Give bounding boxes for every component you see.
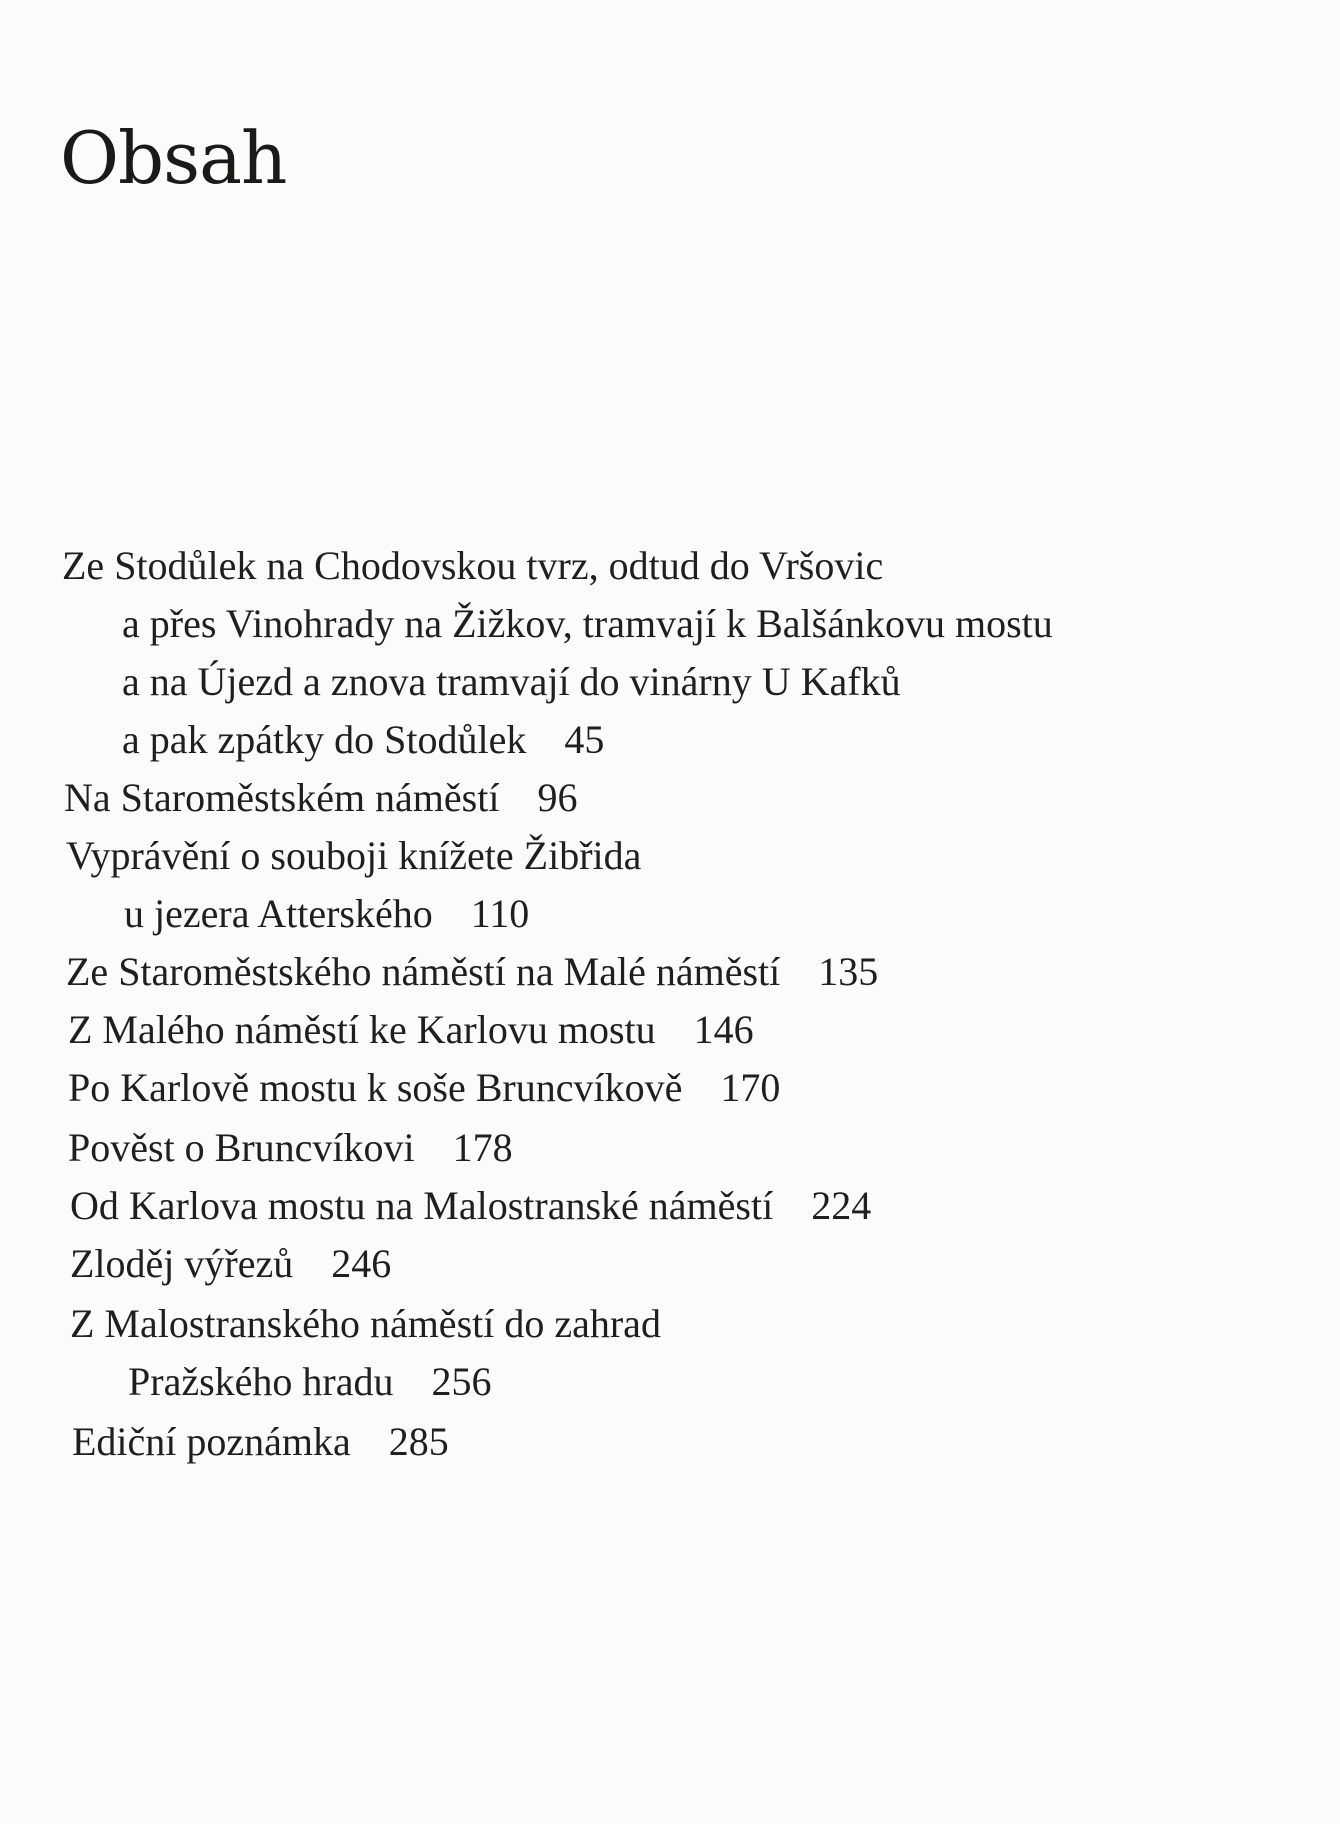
toc-entry-text: Ediční poznámka [72,1419,351,1464]
toc-entry-text: Zloděj výřezů [70,1241,294,1286]
toc-entry-line [66,833,642,878]
toc-entry-line [72,1419,449,1464]
toc-page-number: 178 [452,1125,513,1170]
toc-page-number: 135 [818,949,879,994]
toc-entry-text: Z Malostranského náměstí do zahrad [70,1301,661,1346]
toc-entry-line [70,1183,872,1228]
toc-page-number: 285 [388,1419,449,1464]
toc-entry-text: Vyprávění o souboji knížete Žibřida [66,833,642,878]
toc-entry-line [62,543,884,588]
toc-entry-line [68,1125,513,1170]
toc-entry-text: Pražského hradu [128,1359,394,1404]
toc-entry-text: Po Karlově mostu k soše Bruncvíkově [68,1065,683,1110]
toc-entry-line [122,659,901,704]
toc-entry-text: Na Staroměstském náměstí [64,775,500,820]
toc-page-number: 45 [564,717,605,762]
toc-page-number: 110 [470,891,530,936]
toc-page-number: 224 [811,1183,872,1228]
toc-entry-line [68,1007,754,1052]
toc-page-number: 170 [720,1065,781,1110]
toc-entry-line [70,1301,661,1346]
toc-entry-text: u jezera Atterského [124,891,433,936]
toc-entry-line [122,601,1053,646]
toc-entry-line [64,775,578,820]
page-title: Obsah [60,116,287,200]
toc-page-number: 246 [331,1241,392,1286]
toc-entry-line [128,1359,492,1404]
toc-entry-text: Pověst o Bruncvíkovi [68,1125,415,1170]
toc-entry-line [68,1065,781,1110]
toc-entry-line [66,949,879,994]
toc-entry-line [70,1241,392,1286]
toc-entry-text: Ze Staroměstského náměstí na Malé náměstí [66,949,781,994]
toc-entry-line [124,891,530,936]
toc-entry-text: Ze Stodůlek na Chodovskou tvrz, odtud do Vršovic [62,543,884,588]
toc-page-number: 96 [537,775,578,820]
toc-page-number: 146 [693,1007,754,1052]
toc-entry-text: a na Újezd a znova tramvají do vinárny U Kafků [122,659,901,704]
toc-entry-text: a pak zpátky do Stodůlek [122,717,527,762]
toc-entry-line [122,717,605,762]
toc-entry-text: Od Karlova mostu na Malostranské náměstí [70,1183,774,1228]
toc-page-number: 256 [431,1359,492,1404]
toc-entry-text: Z Malého náměstí ke Karlovu mostu [68,1007,656,1052]
toc-entry-text: a přes Vinohrady na Žižkov, tramvají k Balšánkovu mostu [122,601,1053,646]
